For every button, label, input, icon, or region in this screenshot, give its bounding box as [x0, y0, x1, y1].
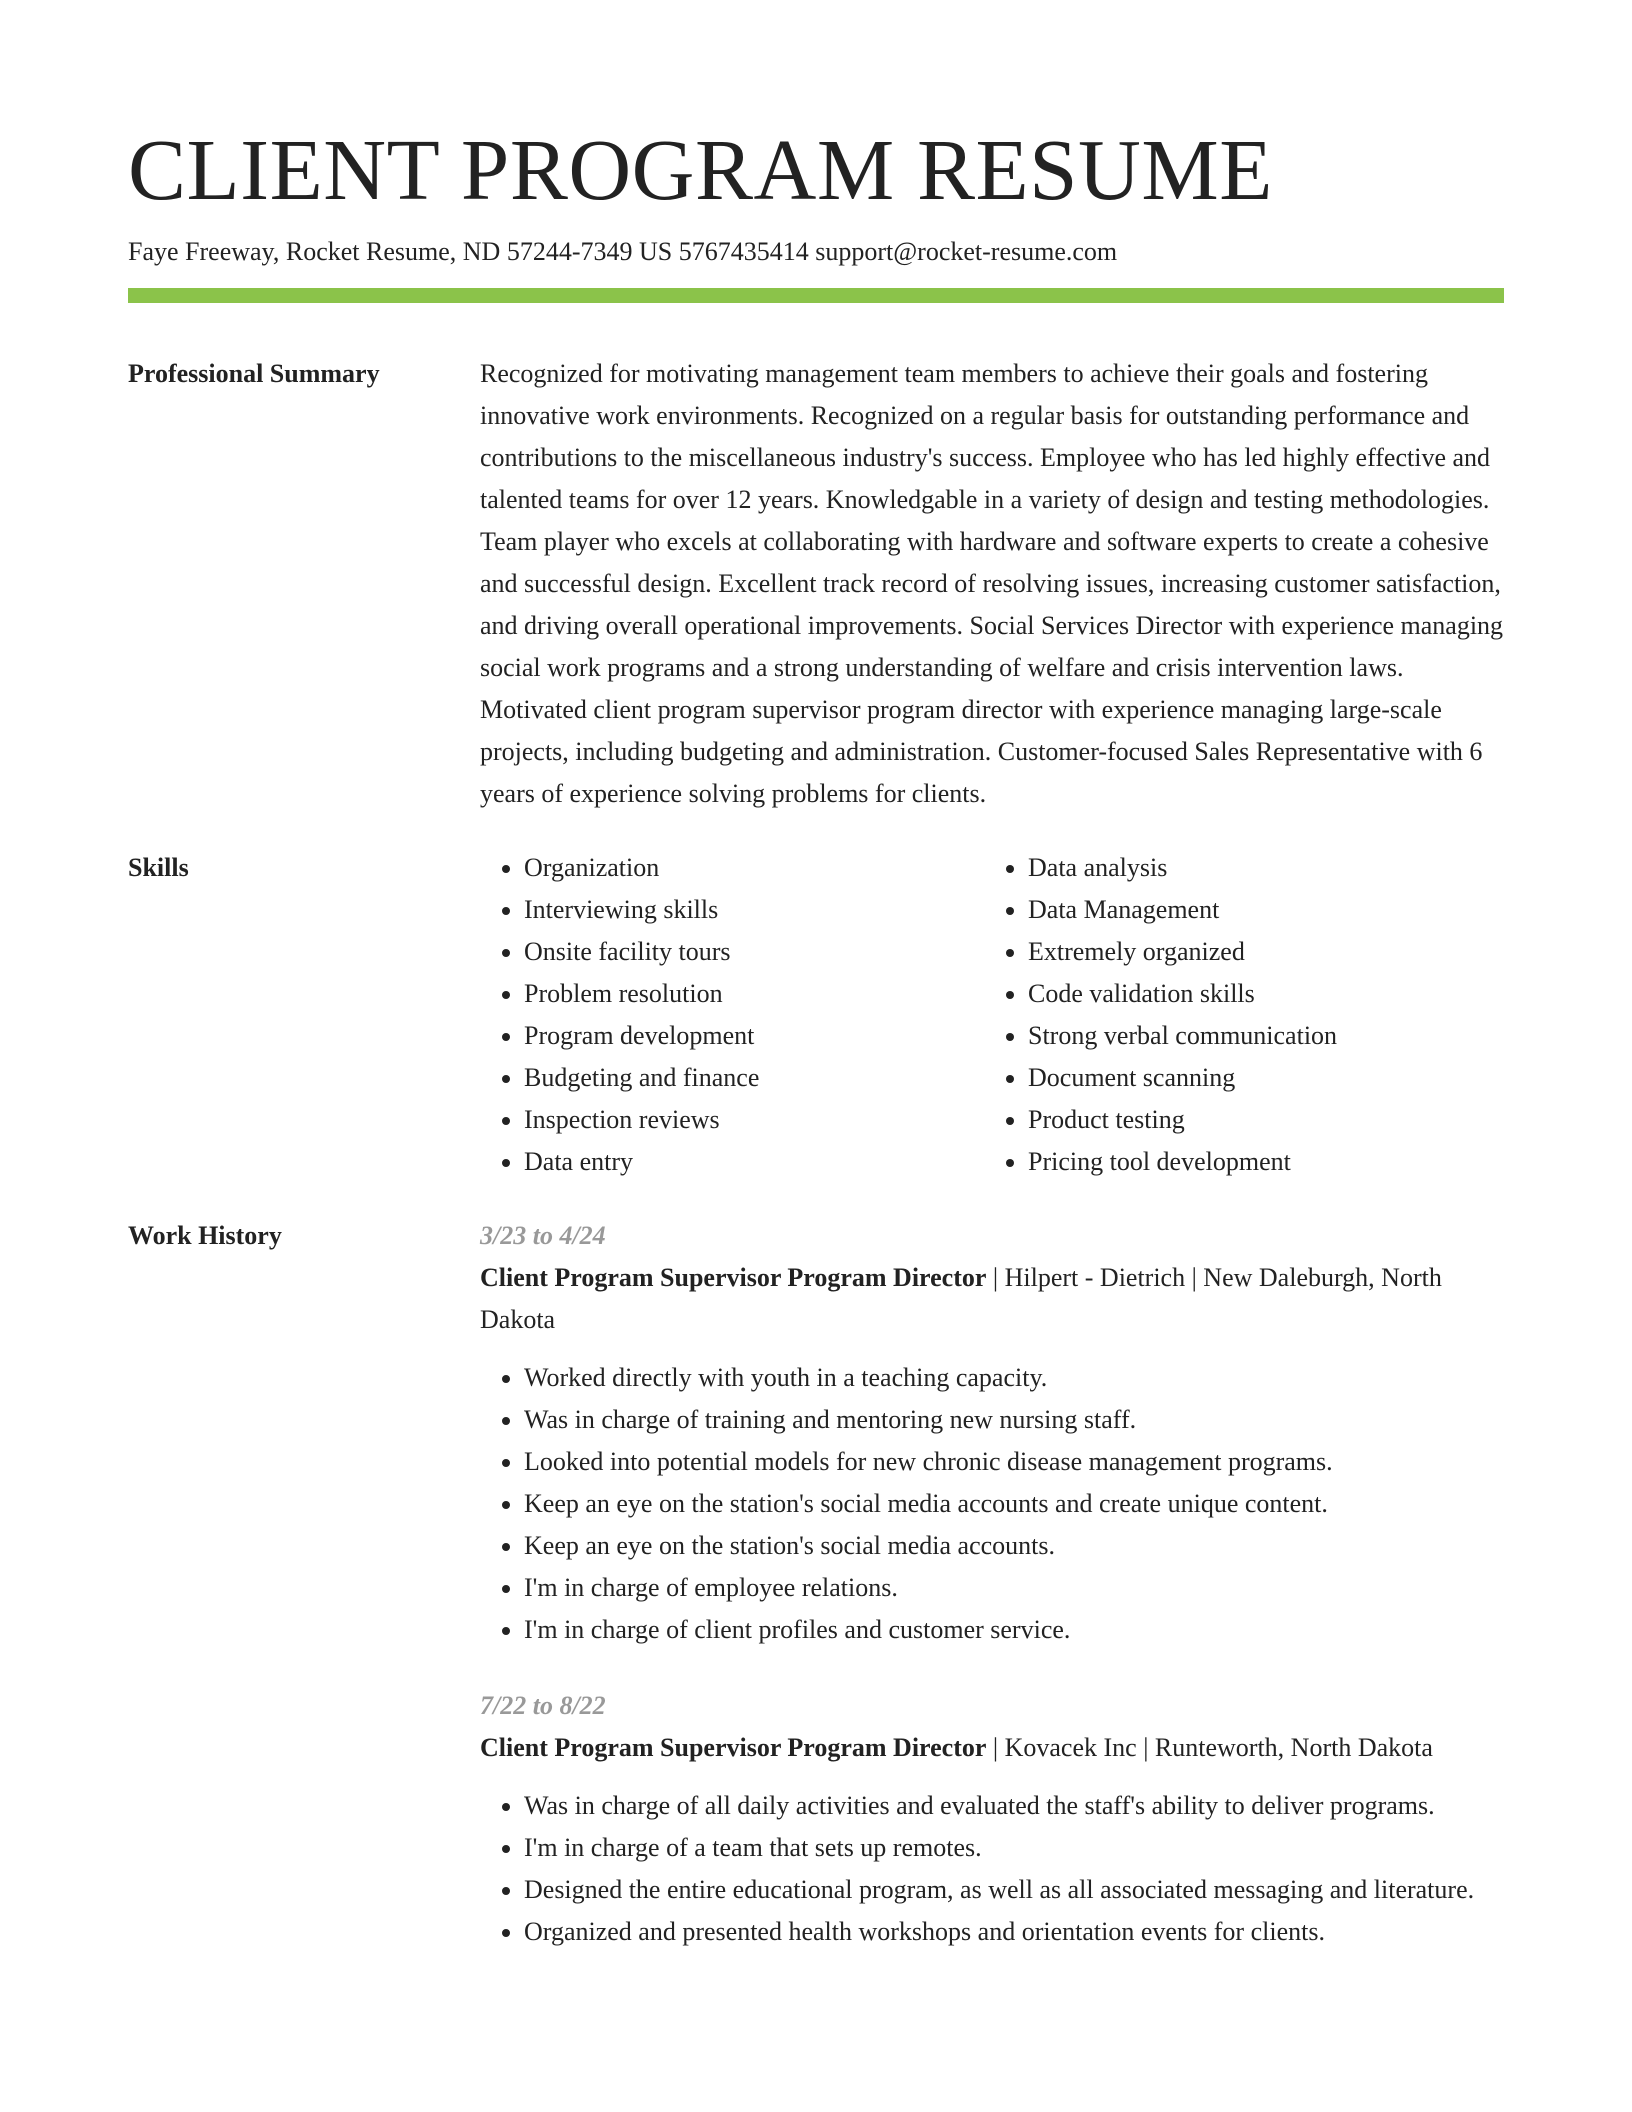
skills-list-right [984, 847, 1488, 1183]
skill-item: • Strong verbal communication [1028, 1015, 1488, 1057]
job-bullet: • Organized and presented health workshops and orientation events for clients. [524, 1911, 1504, 1953]
job-bullet: • Designed the entire educational program, as well as all associated messaging and literature. [524, 1869, 1504, 1911]
skill-item: • Problem resolution [524, 973, 984, 1015]
skill-item: • Inspection reviews [524, 1099, 984, 1141]
summary-text: Recognized for motivating management team members to achieve their goals and fostering innovative work environments. Recognized on a regular basis for outstanding performance and contributions to the miscellaneous industry's success. Employee who has led highly effective and talented teams for over 12 years. Knowledgable in a variety of design and testing methodologies. Team player who excels at collaborating with hardware and software experts to create a cohesive and successful design. Excellent track record of resolving issues, increasing customer satisfaction, and driving overall operational improvements. Social Services Director with experience managing social work programs and a strong understanding of welfare and crisis intervention laws. Motivated client program supervisor program director with experience managing large-scale projects, including budgeting and administration. Customer-focused Sales Representative with 6 years of experience solving problems for clients. [480, 359, 1504, 808]
job-details: | Kovacek Inc | Runteworth, North Dakota [986, 1733, 1433, 1762]
job-bullet: • Was in charge of all daily activities and evaluated the staff's ability to deliver programs. [524, 1785, 1504, 1827]
job-heading [480, 1257, 1504, 1341]
job-bullet: • I'm in charge of a team that sets up remotes. [524, 1827, 1504, 1869]
skill-item: • Data analysis [1028, 847, 1488, 889]
job-bullets [480, 1785, 1504, 1953]
summary-body [480, 353, 1504, 815]
job-bullet: • Keep an eye on the station's social media accounts and create unique content. [524, 1483, 1504, 1525]
job-bullet: • I'm in charge of employee relations. [524, 1567, 1504, 1609]
skills-body [480, 847, 1504, 1183]
skills-list-left [480, 847, 984, 1183]
skill-item: • Product testing [1028, 1099, 1488, 1141]
job-bullet: • Was in charge of training and mentoring new nursing staff. [524, 1399, 1504, 1441]
job-entry [480, 1215, 1504, 1651]
resume-title: CLIENT PROGRAM RESUME [128, 121, 1273, 218]
job-heading [480, 1727, 1504, 1769]
skill-item: • Organization [524, 847, 984, 889]
job-title: Client Program Supervisor Program Director [480, 1263, 987, 1292]
job-bullet: • Looked into potential models for new chronic disease management programs. [524, 1441, 1504, 1483]
job-bullets [480, 1357, 1504, 1651]
skill-item: • Document scanning [1028, 1057, 1488, 1099]
skill-item: • Budgeting and finance [524, 1057, 984, 1099]
work-history-section [128, 1215, 1504, 1987]
job-bullet: • Keep an eye on the station's social media accounts. [524, 1525, 1504, 1567]
job-details: | Hilpert - Dietrich | New Daleburgh, North Dakota [480, 1263, 1442, 1334]
contact-line: Faye Freeway, Rocket Resume, ND 57244-7349 US 5767435414 support@rocket-resume.com [128, 237, 1118, 266]
skill-item: • Interviewing skills [524, 889, 984, 931]
skill-item: • Onsite facility tours [524, 931, 984, 973]
accent-divider [128, 288, 1504, 303]
resume-page [128, 120, 1504, 1987]
skill-item: • Program development [524, 1015, 984, 1057]
skill-item: • Pricing tool development [1028, 1141, 1488, 1183]
skill-item: • Code validation skills [1028, 973, 1488, 1015]
professional-summary-section [128, 353, 1504, 815]
section-label-work-history: Work History [128, 1221, 282, 1250]
job-bullet: • Worked directly with youth in a teaching capacity. [524, 1357, 1504, 1399]
skill-item: • Data Management [1028, 889, 1488, 931]
job-entry [480, 1685, 1504, 1953]
job-bullet: • I'm in charge of client profiles and customer service. [524, 1609, 1504, 1651]
work-history-body [480, 1215, 1504, 1987]
skill-item: • Extremely organized [1028, 931, 1488, 973]
job-dates: 7/22 to 8/22 [480, 1691, 606, 1720]
skill-item: • Data entry [524, 1141, 984, 1183]
section-label-summary: Professional Summary [128, 359, 380, 388]
section-label-skills: Skills [128, 853, 189, 882]
job-title: Client Program Supervisor Program Director [480, 1733, 987, 1762]
job-dates: 3/23 to 4/24 [480, 1221, 606, 1250]
skills-section [128, 847, 1504, 1183]
